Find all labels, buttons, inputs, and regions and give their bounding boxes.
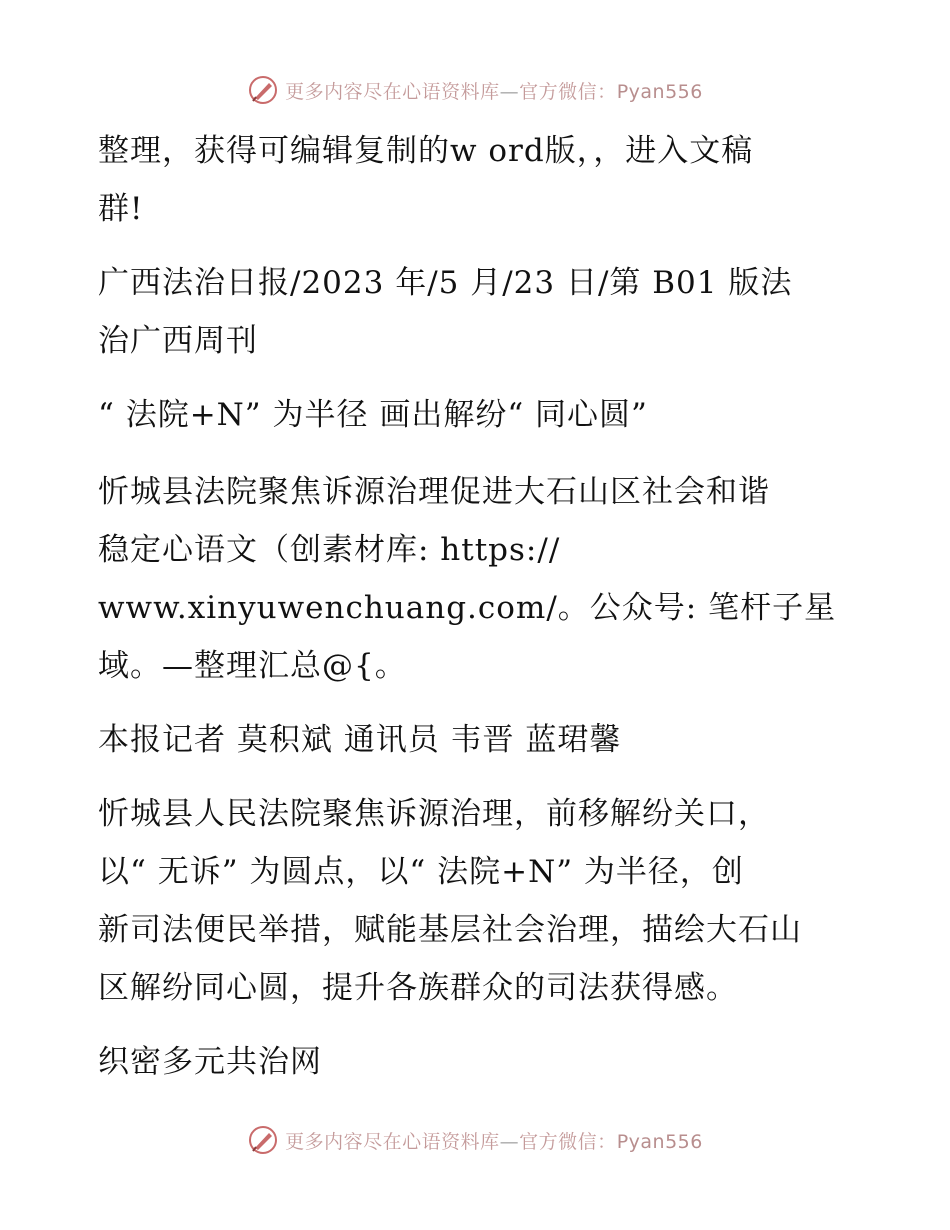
section-heading: 织密多元共治网 [98, 1044, 322, 1080]
quill-circle-icon [247, 1124, 279, 1156]
footer-watermark [0, 1120, 950, 1160]
subhead-line-4: 域。—整理汇总@{。 [98, 648, 407, 684]
subhead-line-1: 忻城县法院聚焦诉源治理促进大石山区社会和谐 [98, 474, 770, 510]
watermark-site-text: 更多内容尽在心语资料库 [285, 1130, 500, 1153]
subhead-line-2: 稳定心语文（创素材库: https:// [98, 532, 561, 568]
article-headline: “ 法院+N” 为半径 画出解纷“ 同心圆” [98, 397, 648, 433]
source-line-2: 治广西周刊 [98, 323, 258, 359]
watermark-site-text: 更多内容尽在心语资料库 [285, 80, 500, 103]
watermark-wechat-label: 官方微信： [519, 1130, 617, 1153]
header-watermark [0, 70, 950, 110]
byline: 本报记者 莫积斌 通讯员 韦晋 蓝珺馨 [98, 722, 622, 758]
body-line-3: 新司法便民举措，赋能基层社会治理，描绘大石山 [98, 912, 802, 948]
watermark-separator: — [499, 1130, 520, 1153]
intro-line-1: 整理，获得可编辑复制的w ord版，，进入文稿 [98, 133, 754, 169]
subhead-line-3: www.xinyuwenchuang.com/。公众号: 笔杆子星 [98, 590, 837, 626]
watermark-separator: — [499, 80, 520, 103]
intro-line-2: 群! [98, 191, 144, 227]
watermark-wechat-label: 官方微信： [519, 80, 617, 103]
body-line-2: 以“ 无诉” 为圆点，以“ 法院+N” 为半径，创 [98, 854, 744, 890]
quill-circle-icon [247, 74, 279, 106]
body-line-4: 区解纷同心圆，提升各族群众的司法获得感。 [98, 970, 738, 1006]
watermark-wechat-id: Pyan556 [616, 1130, 703, 1153]
source-line-1: 广西法治日报/2023 年/5 月/23 日/第 B01 版法 [98, 265, 793, 301]
body-line-1: 忻城县人民法院聚焦诉源治理，前移解纷关口， [98, 796, 770, 832]
watermark-wechat-id: Pyan556 [616, 80, 703, 103]
